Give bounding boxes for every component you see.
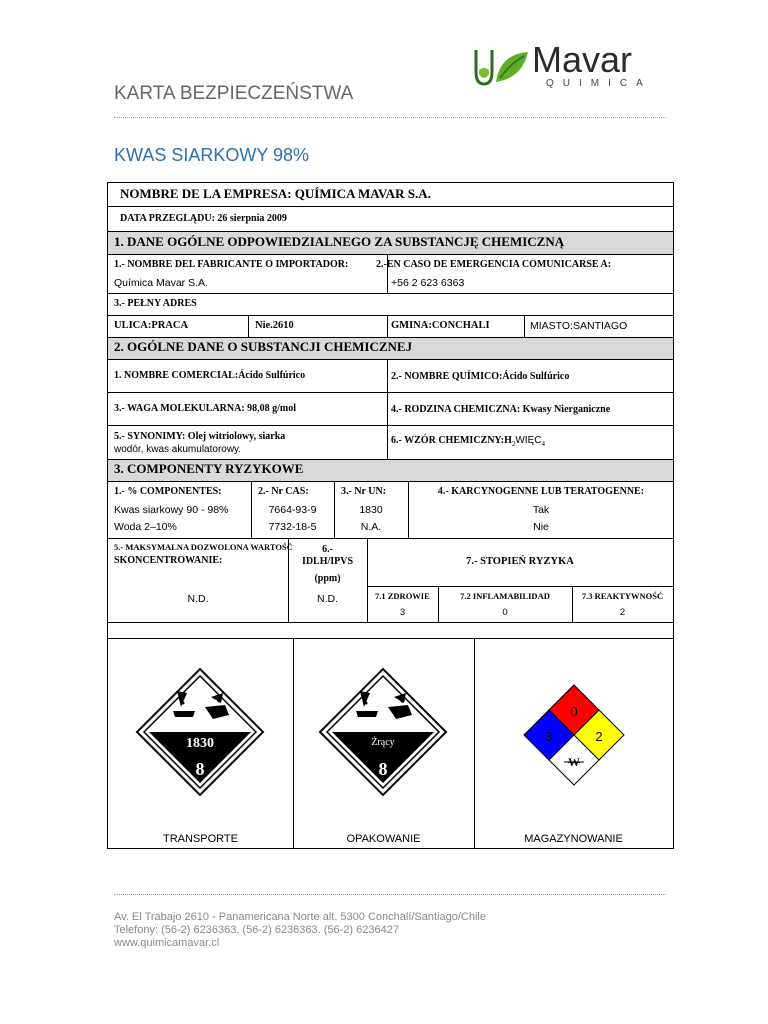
components-header: 1.- % COMPONENTES: bbox=[114, 486, 222, 497]
reactivity-label: 7.3 REAKTYWNOŚĆ bbox=[581, 591, 664, 601]
formula-sub-2: 2 bbox=[511, 440, 516, 448]
nfpa-diamond bbox=[518, 679, 630, 791]
logo-wordmark: Mavar bbox=[532, 39, 633, 80]
component-cas: 7732-18-5 bbox=[268, 521, 317, 533]
flask-leaf-icon bbox=[470, 42, 532, 88]
row-line bbox=[108, 315, 673, 316]
idlh-label: 6.- bbox=[322, 544, 333, 555]
un-header: 3.- Nr UN: bbox=[341, 486, 387, 497]
col-line bbox=[387, 359, 388, 459]
city-value: MIASTO:SANTIAGO bbox=[530, 320, 628, 332]
manufacturer-value: Química Mavar S.A. bbox=[114, 277, 208, 289]
section3-heading: 3. COMPONENTY RYZYKOWE bbox=[114, 461, 304, 476]
transport-label: TRANSPORTE bbox=[163, 833, 238, 845]
address-label: 3.- PEŁNY ADRES bbox=[114, 298, 197, 309]
formula-rest: WIĘC bbox=[515, 435, 542, 446]
carcinogenic-header: 4.- KARCYNOGENNE LUB TERATOGENNE: bbox=[437, 486, 645, 497]
packaging-hazard-text: Żrący bbox=[371, 737, 395, 748]
commercial-name-value: Ácido Sulfúrico bbox=[238, 370, 306, 381]
component-carcinogenic: Nie bbox=[533, 521, 549, 533]
transport-un-number: 1830 bbox=[186, 736, 214, 751]
row-line bbox=[108, 337, 673, 338]
emergency-phone: +56 2 623 6363 bbox=[391, 277, 465, 289]
row-line bbox=[108, 538, 673, 539]
corrosive-packaging-placard bbox=[318, 667, 448, 797]
row-line bbox=[108, 622, 673, 623]
health-label: 7.1 ZDROWIE bbox=[375, 591, 430, 601]
max-concentration-label-2: SKONCENTROWANIE: bbox=[114, 555, 223, 566]
header-divider bbox=[114, 117, 666, 118]
risk-level-label: 7.- STOPIEŃ RYZYKA bbox=[466, 556, 574, 567]
flammability-value: 0 bbox=[502, 607, 508, 618]
commune-value: GMINA:CONCHALI bbox=[391, 320, 490, 331]
idlh-value: N.D. bbox=[317, 593, 338, 605]
synonyms-value: wodór, kwas akumulatorowy. bbox=[114, 444, 242, 455]
nfpa-fire-value: 0 bbox=[570, 704, 578, 719]
product-title: KWAS SIARKOWY 98% bbox=[114, 145, 310, 165]
section1-heading: 1. DANE OGÓLNE ODPOWIEDZIALNEGO ZA SUBSTANCJĘ CHEMICZNĄ bbox=[114, 234, 565, 249]
storage-label: MAGAZYNOWANIE bbox=[524, 833, 623, 845]
col-line bbox=[387, 315, 388, 337]
component-carcinogenic: Tak bbox=[532, 504, 550, 516]
row-line bbox=[108, 638, 673, 639]
logo-subtitle: QUIMICA bbox=[546, 78, 652, 89]
company-name: NOMBRE DE LA EMPRESA: QUÍMICA MAVAR S.A. bbox=[120, 186, 431, 201]
synonyms-label: 5.- SYNONIMY: Olej witriolowy, siarka bbox=[114, 431, 286, 442]
row-line bbox=[108, 293, 673, 294]
col-line bbox=[524, 315, 525, 337]
molecular-weight: 3.- WAGA MOLEKULARNA: 98,08 g/mol bbox=[114, 403, 297, 414]
review-date: DATA PRZEGLĄDU: 26 sierpnia 2009 bbox=[120, 213, 287, 224]
nfpa-special-value: W bbox=[568, 755, 580, 769]
chemical-formula bbox=[391, 435, 545, 448]
component-cas: 7664-93-9 bbox=[268, 504, 317, 516]
max-concentration-label: 5.- MAKSYMALNA DOZWOLONA WARTOŚĆ bbox=[114, 542, 293, 552]
health-value: 3 bbox=[399, 607, 406, 618]
nfpa-health-value: 3 bbox=[545, 729, 553, 744]
row-line bbox=[108, 359, 673, 360]
corrosive-transport-placard bbox=[135, 667, 265, 797]
component-un: 1830 bbox=[359, 504, 383, 516]
commercial-name bbox=[114, 370, 305, 382]
chemical-family bbox=[391, 404, 610, 416]
safety-sheet-table bbox=[107, 182, 674, 849]
flammability-label: 7.2 INFLAMABILIDAD bbox=[460, 591, 550, 601]
row-line bbox=[108, 254, 673, 255]
footer-address: Av. El Trabajo 2610 - Panamericana Norte alt. 5300 Conchalí/Santiago/Chile bbox=[114, 911, 486, 923]
packaging-class-number: 8 bbox=[378, 759, 388, 779]
manufacturer-label: 1.- NOMBRE DEL FABRICANTE O IMPORTADOR: bbox=[114, 259, 349, 270]
chemical-family-label: 4.- RODZINA CHEMICZNA: bbox=[391, 404, 521, 415]
commercial-name-label: 1. NOMBRE COMERCIAL: bbox=[114, 370, 239, 381]
formula-h: H bbox=[504, 435, 512, 446]
row-line bbox=[367, 586, 673, 587]
footer bbox=[114, 911, 486, 950]
max-concentration-value: N.D. bbox=[187, 593, 209, 605]
street-value: ULICA:PRACA bbox=[114, 320, 189, 331]
chemical-family-value: Kwasy Nierganiczne bbox=[522, 404, 611, 415]
chemical-name bbox=[391, 371, 569, 383]
emergency-label: 2.-EN CASO DE EMERGENCIA COMUNICARSE A: bbox=[376, 259, 612, 270]
reactivity-value: 2 bbox=[619, 607, 626, 618]
section2-heading: 2. OGÓLNE DANE O SUBSTANCJI CHEMICZNEJ bbox=[114, 339, 413, 354]
chemical-name-label: 2.- NOMBRE QUÍMICO: bbox=[391, 371, 503, 382]
component-name: Woda 2–10% bbox=[114, 521, 177, 533]
document-title: KARTA BEZPIECZEŃSTWA bbox=[114, 83, 354, 104]
component-un: N.A. bbox=[360, 521, 382, 533]
footer-website[interactable]: www.quimicamavar.cl bbox=[114, 937, 220, 949]
component-name: Kwas siarkowy 90 - 98% bbox=[114, 504, 229, 516]
cas-header: 2.- Nr CAS: bbox=[258, 486, 309, 497]
row-line bbox=[108, 392, 673, 393]
row-line bbox=[108, 206, 673, 207]
transport-class-number: 8 bbox=[195, 759, 205, 779]
row-line bbox=[108, 459, 673, 460]
row-line bbox=[108, 425, 673, 426]
col-line bbox=[248, 315, 249, 337]
packaging-label: OPAKOWANIE bbox=[346, 833, 421, 845]
col-line bbox=[474, 638, 475, 849]
footer-phones: Telefony: (56-2) 6236363. (56-2) 6236363. (56-2) 6236427 bbox=[114, 924, 399, 936]
chemical-name-value: Ácido Sulfúrico bbox=[502, 371, 570, 382]
row-line bbox=[108, 481, 673, 482]
idlh-label-3: (ppm) bbox=[314, 573, 341, 584]
formula-sub-4: 4 bbox=[541, 440, 545, 448]
col-line bbox=[293, 638, 294, 849]
nfpa-reactivity-value: 2 bbox=[595, 729, 603, 744]
idlh-label-2: IDLH/IPVS bbox=[301, 556, 354, 567]
footer-divider bbox=[114, 894, 666, 895]
row-line bbox=[108, 231, 673, 232]
company-logo bbox=[470, 40, 670, 90]
formula-label: 6.- WZÓR CHEMICZNY: bbox=[391, 435, 505, 446]
street-number: Nie.2610 bbox=[255, 320, 294, 331]
